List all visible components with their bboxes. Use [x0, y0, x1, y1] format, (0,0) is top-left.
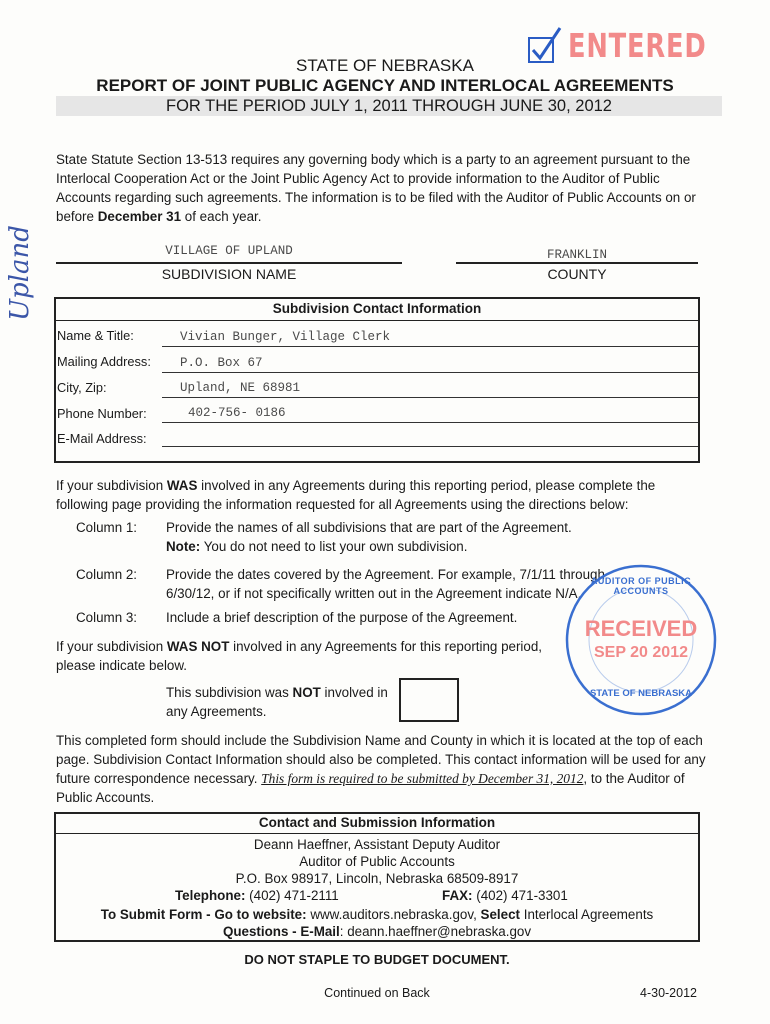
fax-line: FAX: (402) 471-3301	[442, 888, 568, 903]
contact-info-box	[54, 297, 700, 463]
intro-paragraph: State Statute Section 13-513 requires any governing body which is a party to an agreement pursuant to the Interlocal Cooperation Act or the Joint Public Agency Act to provide information to the Auditor of Public Accounts regarding such agreements. The information is to be filed with the Auditor of Public Accounts on or before December 31 of each year.	[56, 152, 696, 224]
submission-info-heading: Contact and Submission Information	[258, 815, 496, 830]
column-3-text: Include a brief description of the purpose of the Agreement.	[166, 610, 518, 625]
received-stamp-main: RECEIVED	[584, 616, 698, 641]
column-1-label: Column 1:	[76, 520, 138, 535]
column-2-text: Provide the dates covered by the Agreement. For example, 7/1/11 through 6/30/12, or if not specifically written out in the Agreement indicate N/A.	[166, 567, 605, 601]
website-line: To Submit Form - Go to website: www.auditors.nebraska.gov, Select Interlocal Agreements	[100, 907, 654, 922]
mailing-address-label: Mailing Address:	[57, 354, 151, 369]
reporting-period: FOR THE PERIOD JULY 1, 2011 THROUGH JUNE 30, 2012	[56, 96, 722, 116]
mailing-address-field[interactable]: P.O. Box 67	[180, 356, 263, 370]
received-stamp-date: SEP 20 2012	[593, 644, 688, 661]
received-stamp	[563, 562, 719, 718]
continued-on-back: Continued on Back	[324, 986, 430, 1000]
column-3-label: Column 3:	[76, 610, 138, 625]
phone-number-label: Phone Number:	[57, 406, 147, 421]
name-title-field[interactable]: Vivian Bunger, Village Clerk	[180, 330, 391, 344]
column-2-label: Column 2:	[76, 567, 138, 582]
name-title-label: Name & Title:	[57, 328, 134, 343]
state-heading: STATE OF NEBRASKA	[296, 56, 474, 75]
email-link[interactable]: deann.haeffner@nebraska.gov	[347, 924, 532, 939]
submission-office: Auditor of Public Accounts	[299, 854, 455, 869]
city-zip-field[interactable]: Upland, NE 68981	[180, 381, 301, 395]
subdivision-name-label: SUBDIVISION NAME	[161, 266, 297, 282]
entered-stamp: ENTERED	[568, 26, 707, 65]
column-1-text: Provide the names of all subdivisions that are part of the Agreement. Note: You do not need to list your own subdivision.	[166, 520, 572, 554]
city-zip-label: City, Zip:	[57, 380, 107, 395]
submission-person: Deann Haeffner, Assistant Deputy Auditor	[253, 837, 501, 852]
email-address-label: E-Mail Address:	[57, 431, 147, 446]
report-title: REPORT OF JOINT PUBLIC AGENCY AND INTERLOCAL AGREEMENTS	[96, 76, 674, 95]
form-revision-date: 4-30-2012	[640, 986, 697, 1000]
county-value[interactable]: FRANKLIN	[546, 248, 607, 262]
county-label: COUNTY	[547, 266, 607, 282]
received-stamp-bottom: STATE OF NEBRASKA	[589, 688, 693, 699]
contact-info-heading: Subdivision Contact Information	[272, 301, 482, 316]
completion-paragraph: This completed form should include the Subdivision Name and County in which it is located at the top of each page. Subdivision Contact Information should also be completed. This contact information will be used for any future correspondence necessary. This form is required to be submitted by December 31, 2012, to the Auditor of Public Accounts.	[56, 733, 706, 805]
not-involved-checkbox[interactable]	[399, 678, 459, 722]
no-staple-warning: DO NOT STAPLE TO BUDGET DOCUMENT.	[244, 952, 510, 967]
received-stamp-top: AUDITOR OF PUBLIC ACCOUNTS	[590, 576, 692, 596]
submission-address: P.O. Box 98917, Lincoln, Nebraska 68509-8917	[235, 871, 519, 886]
margin-handwriting: Upland	[5, 225, 35, 321]
check-icon	[527, 26, 563, 66]
questions-line: Questions - E-Mail: deann.haeffner@nebraska.gov	[222, 924, 532, 939]
was-involved-paragraph: If your subdivision WAS involved in any Agreements during this reporting period, please complete the following page providing the information requested for all Agreements using the directions below:	[56, 478, 656, 512]
subdivision-name-value[interactable]: VILLAGE OF UPLAND	[165, 244, 293, 258]
website-link[interactable]: www.auditors.nebraska.gov,	[310, 907, 477, 922]
not-involved-statement: This subdivision was NOT involved in any Agreements.	[166, 685, 388, 719]
phone-number-field[interactable]: 402-756- 0186	[188, 406, 286, 420]
telephone-line: Telephone: (402) 471-2111	[175, 888, 339, 903]
was-not-involved-paragraph: If your subdivision WAS NOT involved in any Agreements for this reporting period, please indicate below.	[56, 639, 543, 673]
